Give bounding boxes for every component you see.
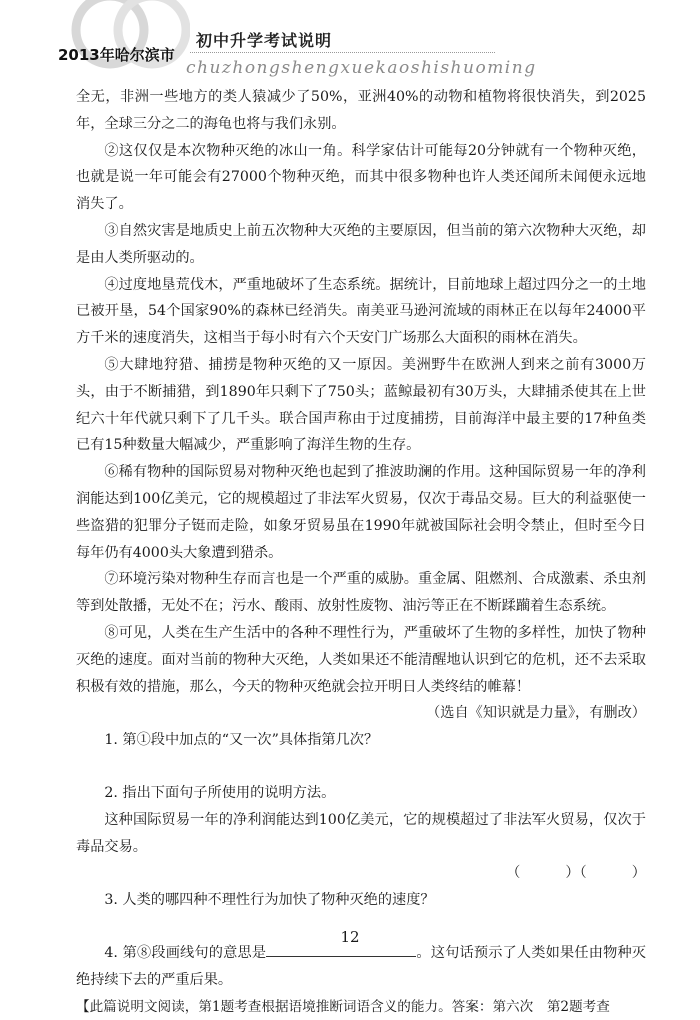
header-divider [190, 52, 495, 53]
paragraph-3: ③自然灾害是地质史上前五次物种大灭绝的主要原因，但当前的第六次物种大灭绝，却是由人类所驱动的。 [76, 218, 646, 272]
source-citation: （选自《知识就是力量》，有删改） [76, 700, 646, 727]
page-header [0, 0, 700, 92]
question-2: 2. 指出下面句子所使用的说明方法。 [76, 780, 646, 807]
question-3: 3. 人类的哪四种不理性行为加快了物种灭绝的速度？ [76, 887, 646, 914]
year-city-label: 2013年哈尔滨市 [58, 44, 175, 65]
paragraph-5: ⑤大肆地狩猎、捕捞是物种灭绝的又一原因。美洲野牛在欧洲人到来之前有3000万头，由于不断捕猎，到1890年只剩下了750头；蓝鲸最初有30万头，大肆捕杀使其在上世纪六十年代就只剩下了几千头。联合国声称由于过度捕捞，目前海洋中最主要的17种鱼类已有15种数量大幅减少，严重影响了海洋生物的生存。 [76, 352, 646, 459]
question-2-sentence: 这种国际贸易一年的净利润能达到100亿美元，它的规模超过了非法军火贸易，仅次于毒品交易。 [76, 807, 646, 861]
answer-space-1 [76, 754, 646, 780]
question-4-prefix: 4. 第⑧段画线句的意思是 [104, 945, 266, 961]
circles-logo-icon [60, 0, 190, 80]
question-1: 1. 第①段中加点的“又一次”具体指第几次？ [76, 727, 646, 754]
book-title: 初中升学考试说明 [196, 28, 332, 51]
question-4-suffix: 。这句话预示了人类如果任由物种灭绝持续下去的严重后果。 [76, 945, 646, 988]
paragraph-2: ②这仅仅是本次物种灭绝的冰山一角。科学家估计可能每20分钟就有一个物种灭绝，也就是说一年可能会有27000个物种灭绝，而其中很多物种也许人类还闻所未闻便永远地消失了。 [76, 138, 646, 218]
page-number: 12 [0, 928, 700, 946]
pinyin-subtitle: chuzhongshengxuekaoshishuoming [186, 58, 537, 78]
analysis-note: 【此篇说明文阅读，第1题考查根据语境推断词语含义的能力。答案：第六次 第2题考查 [76, 994, 646, 1020]
paragraph-8: ⑧可见，人类在生产生活中的各种不理性行为，严重破坏了生物的多样性，加快了物种灭绝的速度。面对当前的物种大灭绝，人类如果还不能清醒地认识到它的危机，还不去采取积极有效的措施，那么，今天的物种灭绝就会拉开明日人类终结的帷幕！ [76, 620, 646, 700]
paragraph-4: ④过度地垦荒伐木，严重地破坏了生态系统。据统计，目前地球上超过四分之一的土地已被开垦，54个国家90%的森林已经消失。南美亚马逊河流域的雨林正在以每年24000平方千米的速度消失，这相当于每小时有六个天安门广场那么大面积的雨林在消失。 [76, 272, 646, 352]
question-4 [76, 940, 646, 994]
paragraph-6: ⑥稀有物种的国际贸易对物种灭绝也起到了推波助澜的作用。这种国际贸易一年的净利润能达到100亿美元，它的规模超过了非法军火贸易，仅次于毒品交易。巨大的利益驱使一些盗猎的犯罪分子铤而走险，如象牙贸易虽在1990年就被国际社会明令禁止，但时至今日每年仍有4000头大象遭到猎杀。 [76, 459, 646, 566]
paragraph-1: 全无，非洲一些地方的类人猿减少了50%，亚洲40%的动物和植物将很快消失，到2025年，全球三分之二的海龟也将与我们永别。 [76, 84, 646, 138]
main-content [76, 84, 646, 1020]
paragraph-7: ⑦环境污染对物种生存而言也是一个严重的威胁。重金属、阻燃剂、合成激素、杀虫剂等到处散播，无处不在；污水、酸雨、放射性废物、油污等正在不断蹂躏着生态系统。 [76, 566, 646, 620]
answer-parentheses: （ ）（ ） [76, 860, 646, 887]
